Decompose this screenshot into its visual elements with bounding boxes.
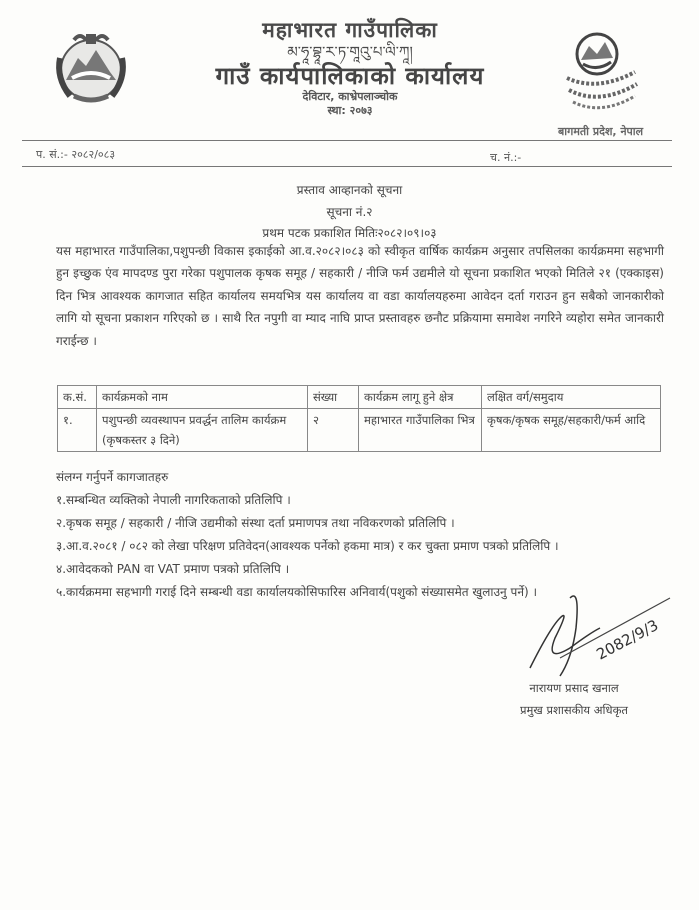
list-item: २.कृषक समूह / सहकारी / नीजि उद्यमीको संस्था दर्ता प्रमाणपत्र तथा नविकरणको प्रतिलिपि । xyxy=(56,516,455,530)
list-item: ४.आवेदकको PAN वा VAT प्रमाण पत्रको प्रतिलिपि । xyxy=(56,562,290,576)
signatory-designation: प्रमुख प्रशासकीय अधिकृत xyxy=(520,703,628,717)
established-year: स्था: २०७३ xyxy=(327,104,373,117)
list-item: ५.कार्यक्रममा सहभागी गराई दिने सम्बन्धी वडा कार्यालयकोसिफारिस अनिवार्य(पशुको संख्यासमेत खुलाउनु पर्ने) । xyxy=(56,585,538,599)
municipality-seal-icon xyxy=(555,28,645,118)
list-item: ३.आ.व.२०८१ / ०८२ को लेखा परिक्षण प्रतिवेदन(आवश्यक पर्नेको हकमा मात्र) र कर चुक्ता प्रमाण पत्रको प्रतिलिपि । xyxy=(56,539,559,553)
table-row xyxy=(58,409,661,452)
list-item: १.सम्बन्धित व्यक्तिको नेपाली नागरिकताको प्रतिलिपि । xyxy=(56,493,291,507)
signature-date: 2082/9/3 xyxy=(593,616,662,664)
signature-icon xyxy=(500,588,680,678)
header-divider xyxy=(22,140,672,141)
header-cell: क.सं. xyxy=(58,386,97,409)
municipality-name: महाभारत गाउँपालिका xyxy=(262,18,438,42)
table-cell: २ xyxy=(308,409,359,452)
signatory-name: नारायण प्रसाद खनाल xyxy=(529,681,619,695)
header-cell: संख्या xyxy=(308,386,359,409)
attachments-list xyxy=(56,466,676,604)
dispatch-number: च. नं.:- xyxy=(490,151,522,164)
letterhead xyxy=(200,18,500,118)
attachments-title: संलग्न गर्नुपर्ने कागजातहरु xyxy=(56,470,169,484)
letter-number: प. सं.:- २०८२/०८३ xyxy=(36,148,116,161)
header-cell: कार्यक्रम लागू हुने क्षेत्र xyxy=(359,386,482,409)
office-name: गाउँ कार्यपालिकाको कार्यालय xyxy=(215,62,485,90)
table-header-row xyxy=(58,386,661,409)
reference-divider xyxy=(22,166,672,167)
header-cell: लक्षित वर्ग/समुदाय xyxy=(482,386,661,409)
notice-body: यस महाभारत गाउँपालिका,पशुपन्छी विकास इकाईको आ.व.२०८२।०८३ को स्वीकृत वार्षिक कार्यक्रम अनुसार तपसिलका कार्यक्रममा सहभागी हुन इच्छुक एंव मापदण्ड पुरा गरेका पशुपालक कृषक समूह / सहकारी / नीजि फर्म उद्यमीले यो सूचना प्रकाशित भएको मितिले २१ (एक्काइस) दिन भित्र आवश्यक कागजात सहित कार्यालय समयभित्र यस कार्यालय वा वडा कार्यालयहरुमा आवेदन दर्ता गराउन हुन सबैको जानकारीको लागि यो सूचना प्रकाशन गरिएको छ । साथै रित नपुगी वा म्याद नाघि प्राप्त प्रस्तावहरु छनौट प्रक्रियामा समावेश नगरिने व्यहोरा समेत जानकारी गराईन्छ । xyxy=(56,244,664,348)
province-label: बागमती प्रदेश, नेपाल xyxy=(558,125,644,138)
municipality-name-tibetan: མ་ཧཱ་བྷཱ་ར་ཏ་གཱའུ་པ་ལི་ཀཱ། xyxy=(287,43,413,61)
program-table xyxy=(57,385,661,452)
nepal-government-emblem-icon xyxy=(52,28,130,106)
table-cell: पशुपन्छी व्यवस्थापन प्रवर्द्धन तालिम कार्यक्रम (कृषकस्तर ३ दिने) xyxy=(97,409,308,452)
table-cell: महाभारत गाउँपालिका भित्र xyxy=(359,409,482,452)
table-cell: कृषक/कृषक समूह/सहकारी/फर्म आदि xyxy=(482,409,661,452)
notice-number: सूचना नं.२ xyxy=(326,205,373,219)
signatory xyxy=(484,677,664,721)
header-cell: कार्यक्रमको नाम xyxy=(97,386,308,409)
published-date: प्रथम पटक प्रकाशित मितिः२०८२।०९।०३ xyxy=(262,226,437,240)
notice-title: प्रस्ताव आव्हानको सूचना xyxy=(296,183,403,197)
office-address: देविटार, काभ्रेपलाञ्चोक xyxy=(302,90,398,103)
table-cell: १. xyxy=(58,409,97,452)
